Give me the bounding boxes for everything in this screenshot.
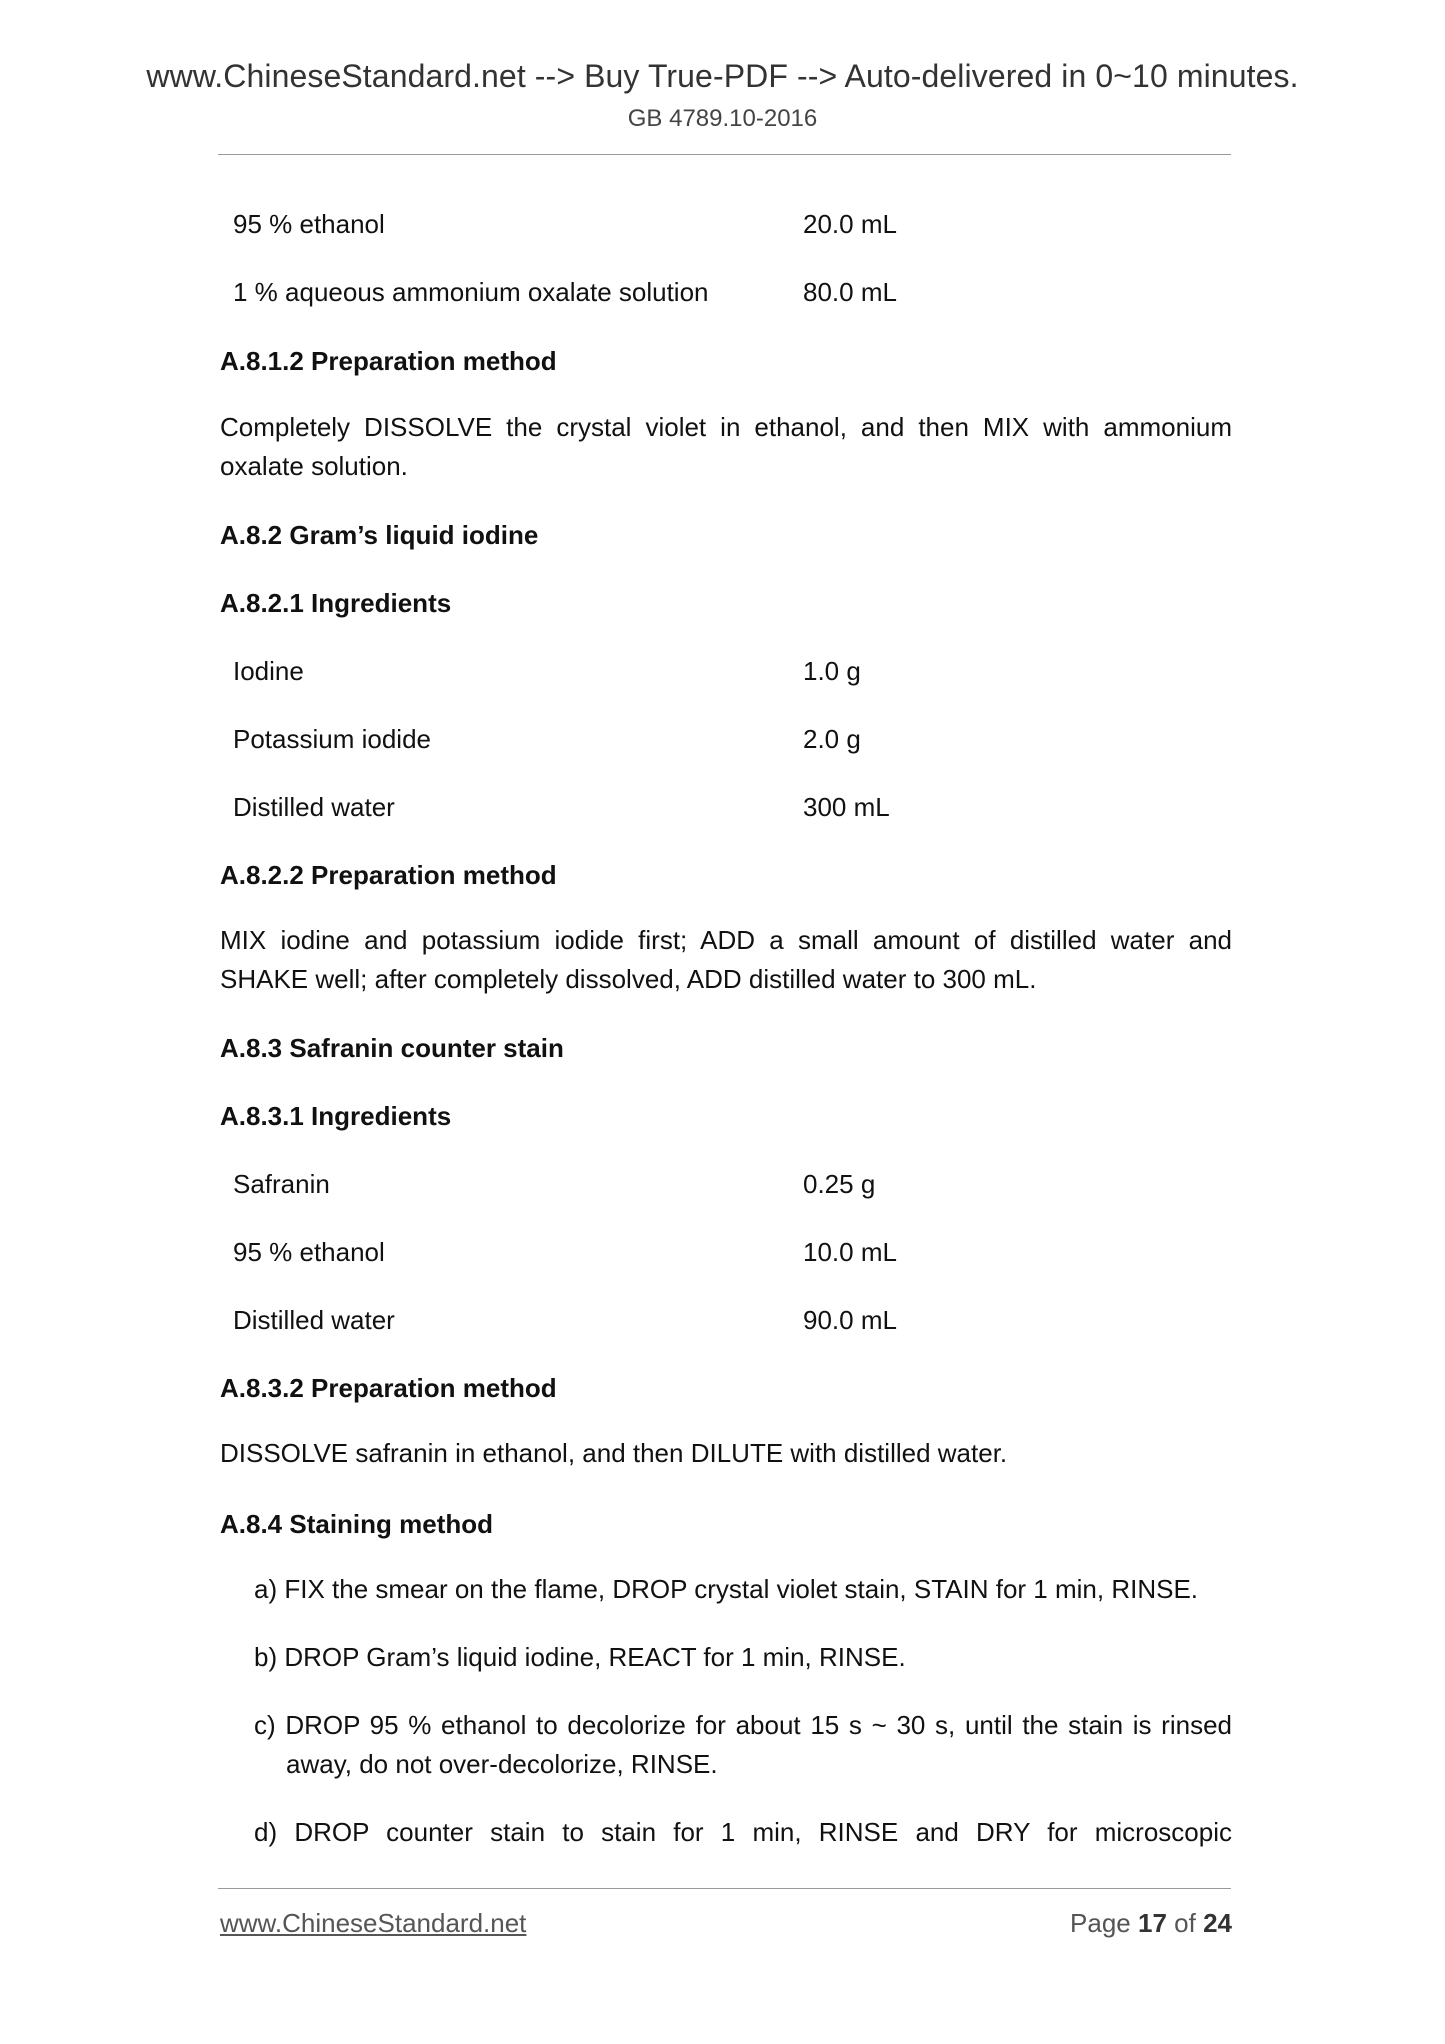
- ingredient-quantity: 2.0 g: [803, 724, 861, 754]
- ingredient-quantity: 300 mL: [803, 792, 890, 822]
- page-prefix: Page: [1070, 1908, 1131, 1938]
- staining-step: a) FIX the smear on the flame, DROP crystal violet stain, STAIN for 1 min, RINSE.: [254, 1574, 1199, 1604]
- ingredient-name: 95 % ethanol: [233, 1237, 385, 1267]
- section-paragraph: DISSOLVE safranin in ethanol, and then DILUTE with distilled water.: [220, 1438, 1008, 1468]
- footer-divider: [218, 1888, 1231, 1889]
- page-current: 17: [1138, 1908, 1167, 1938]
- section-heading: A.8.3.2 Preparation method: [220, 1373, 557, 1403]
- ingredient-quantity: 20.0 mL: [803, 209, 897, 239]
- ingredient-quantity: 1.0 g: [803, 656, 861, 686]
- section-heading: A.8.2.1 Ingredients: [220, 588, 452, 618]
- staining-step: b) DROP Gram’s liquid iodine, REACT for 1 min, RINSE.: [254, 1642, 906, 1672]
- ingredient-name: Potassium iodide: [233, 724, 431, 754]
- header-banner: www.ChineseStandard.net --> Buy True-PDF --> Auto-delivered in 0~10 minutes.: [146, 58, 1299, 94]
- header-divider: [218, 154, 1231, 155]
- ingredient-quantity: 90.0 mL: [803, 1305, 897, 1335]
- page-of: of: [1174, 1908, 1196, 1938]
- section-heading: A.8.2 Gram’s liquid iodine: [220, 520, 539, 550]
- section-heading: A.8.1.2 Preparation method: [220, 346, 557, 376]
- section-heading: A.8.3.1 Ingredients: [220, 1101, 452, 1131]
- section-paragraph: MIX iodine and potassium iodide first; ADD a small amount of distilled water and SHAKE well; after completely dissolved, ADD distilled water to 300 mL.: [220, 925, 1232, 994]
- footer-website-link[interactable]: www.ChineseStandard.net: [220, 1908, 527, 1938]
- section-heading: A.8.3 Safranin counter stain: [220, 1033, 564, 1063]
- ingredient-name: Distilled water: [233, 792, 395, 822]
- ingredient-quantity: 10.0 mL: [803, 1237, 897, 1267]
- standard-code: GB 4789.10-2016: [627, 105, 818, 132]
- ingredient-name: 1 % aqueous ammonium oxalate solution: [233, 277, 709, 307]
- ingredient-name: Safranin: [233, 1169, 330, 1199]
- ingredient-name: Distilled water: [233, 1305, 395, 1335]
- page-total: 24: [1203, 1908, 1232, 1938]
- section-paragraph: Completely DISSOLVE the crystal violet in ethanol, and then MIX with ammonium oxalate solution.: [220, 412, 1232, 481]
- section-heading: A.8.2.2 Preparation method: [220, 860, 557, 890]
- page-number: [1070, 1908, 1232, 1939]
- ingredient-quantity: 80.0 mL: [803, 277, 897, 307]
- ingredient-name: 95 % ethanol: [233, 209, 385, 239]
- section-heading: A.8.4 Staining method: [220, 1509, 494, 1539]
- staining-step: c) DROP 95 % ethanol to decolorize for about 15 s ~ 30 s, until the stain is rinsed away, do not over-decolorize, RINSE.: [254, 1710, 1232, 1779]
- ingredient-name: Iodine: [233, 656, 304, 686]
- ingredient-quantity: 0.25 g: [803, 1169, 876, 1199]
- staining-step: d) DROP counter stain to stain for 1 min, RINSE and DRY for microscopic: [254, 1817, 1232, 1847]
